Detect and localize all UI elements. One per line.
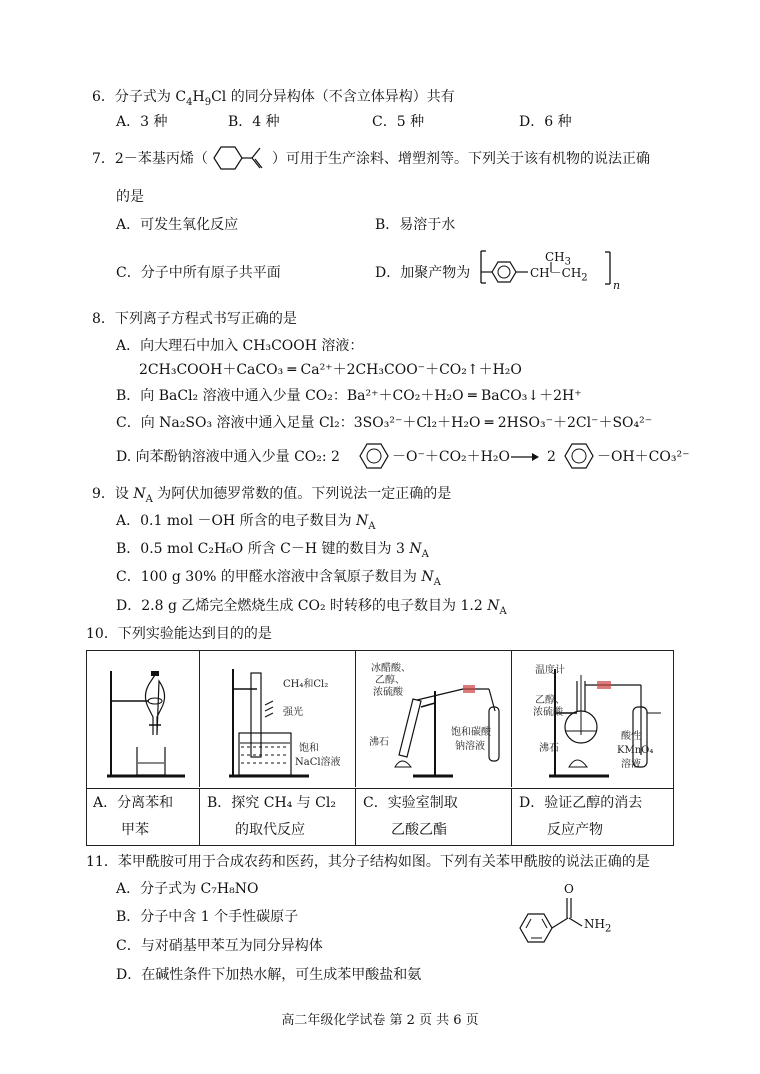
label-ethanol-c: 乙醇、 — [375, 675, 405, 686]
label-conc-h2so4-c: 浓硫酸 — [373, 687, 403, 698]
label-nacl-solution: NaCl溶液 — [295, 757, 341, 768]
reaction-arrow-icon — [510, 451, 540, 463]
q6-option-b: B．4 种 — [228, 114, 280, 130]
q6-option-c: C．5 种 — [372, 114, 425, 130]
label-strong-light: 强光 — [283, 707, 303, 718]
label-saturated: 饱和 — [299, 743, 319, 754]
q8-option-d-mid: －O⁻＋CO₂＋H₂O — [392, 449, 510, 465]
q11-option-a: A．分子式为 C₇H₈NO — [116, 881, 259, 897]
q6-stem: 6．分子式为 $C_4H_9Cl$ 的同分异构体（不含立体异构）共有 — [92, 89, 455, 108]
label-conc-h2so4-d: 浓硫酸 — [533, 707, 563, 718]
label-thermometer: 温度计 — [535, 665, 565, 676]
q6-option-d: D．6 种 — [519, 114, 572, 130]
q7-option-c: C．分子中所有原子共平面 — [116, 265, 281, 281]
caption-cell-a: A．分离苯和 甲苯 — [87, 788, 200, 846]
label-solution-d: 溶液 — [621, 759, 641, 770]
q9-option-d: D．2.8 g 乙烯完全燃烧生成 CO₂ 时转移的电子数目为 1.2 $N_A$ — [116, 598, 507, 617]
q7-option-d: D．加聚产物为 — [375, 265, 471, 281]
caption-cell-b: B．探究 CH₄ 与 Cl₂ 的取代反应 — [199, 788, 356, 846]
q8-option-a-line1: A．向大理石中加入 CH₃COOH 溶液： — [116, 338, 364, 354]
experiment-table — [86, 650, 674, 846]
label-boiling-chips-c: 沸石 — [369, 737, 389, 748]
q8-option-d-pre: D. 向苯酚钠溶液中通入少量 CO₂: 2 — [116, 449, 340, 465]
separatory-funnel-icon — [87, 651, 199, 787]
apparatus-a — [87, 651, 200, 787]
caption-cell-d: D．验证乙醇的消去 反应产物 — [511, 788, 673, 846]
q9-option-a: A．0.1 mol －OH 所含的电子数目为 $N_A$ — [116, 513, 376, 532]
q7-polymer-n: n — [613, 279, 621, 292]
benzene-ring-icon — [356, 438, 392, 474]
label-solution-c: 钠溶液 — [455, 741, 485, 752]
q6-option-a: A．3 种 — [116, 114, 168, 130]
caption-cell-c: C．实验室制取 乙酸乙酯 — [355, 788, 512, 846]
q7-polymer-chain: $CH-CH_2$ — [530, 266, 588, 284]
polymer-right-bracket-icon — [603, 251, 613, 285]
q8-option-d-coef: 2 — [547, 449, 556, 465]
label-glacial-acetic: 冰醋酸、 — [371, 663, 411, 674]
styrene-structure-icon — [208, 142, 270, 174]
q11-option-c: C．与对硝基甲苯互为同分异构体 — [116, 938, 323, 954]
q11-stem: 11．苯甲酰胺可用于合成农药和医药，其分子结构如图。下列有关苯甲酰胺的说法正确的是 — [86, 854, 650, 870]
q11-option-b: B．分子中含 1 个手性碳原子 — [116, 909, 299, 925]
label-ethanol-d: 乙醇、 — [535, 695, 565, 706]
q8-option-b: B．向 BaCl₂ 溶液中通入少量 CO₂：Ba²⁺＋CO₂＋H₂O ═ BaCO₃↓＋2H⁺ — [116, 388, 582, 404]
q8-option-d-end: －OH＋CO₃²⁻ — [597, 449, 690, 465]
q7-option-a: A．可发生氧化反应 — [116, 217, 239, 233]
q10-stem: 10．下列实验能达到目的的是 — [86, 626, 272, 642]
q8-option-c: C．向 Na₂SO₃ 溶液中通入足量 Cl₂：3SO₃²⁻＋Cl₂＋H₂O ═ 2HSO₃⁻＋2Cl⁻＋SO₄²⁻ — [116, 415, 653, 431]
label-kmno4: KMnO₄ — [617, 745, 654, 756]
q7-stem-part3: 的是 — [116, 189, 144, 205]
label-boiling-chips-d: 沸石 — [539, 743, 559, 754]
benzene-ring-icon — [561, 438, 597, 474]
q8-stem: 8．下列离子方程式书写正确的是 — [92, 311, 297, 327]
q9-option-b: B．0.5 mol C₂H₆O 所含 C－H 键的数目为 3 $N_A$ — [116, 541, 429, 560]
q7-polymer-methyl: $CH_3$ — [545, 250, 572, 268]
q11-option-d: D．在碱性条件下加热水解，可生成苯甲酸盐和氨 — [116, 967, 422, 983]
polymer-bracket-benzene-icon — [478, 245, 530, 287]
benzamide-amine-label: $NH_2$ — [584, 917, 612, 935]
q9-option-c: C．100 g 30% 的甲醛水溶液中含氧原子数目为 $N_A$ — [116, 569, 441, 588]
label-sat-sodium-carbonate: 饱和碳酸 — [451, 727, 491, 738]
benzamide-oxygen-label: O — [564, 882, 574, 896]
q7-option-b: B．易溶于水 — [375, 217, 456, 233]
q9-stem: 9．设 $N_A$ 为阿伏加德罗常数的值。下列说法一定正确的是 — [92, 486, 452, 505]
label-acidic: 酸性 — [621, 731, 641, 742]
q8-option-a-line2: 2CH₃COOH＋CaCO₃ ═ Ca²⁺＋2CH₃COO⁻＋CO₂↑＋H₂O — [139, 362, 522, 378]
q7-stem-part1: 7．2－苯基丙烯（ — [92, 151, 208, 167]
q7-stem-part2: ）可用于生产涂料、增塑剂等。下列关于该有机物的说法正确 — [272, 151, 650, 167]
page-footer: 高二年级化学试卷 第 2 页 共 6 页 — [281, 1013, 479, 1028]
label-ch4-cl2: CH₄和Cl₂ — [283, 679, 329, 690]
